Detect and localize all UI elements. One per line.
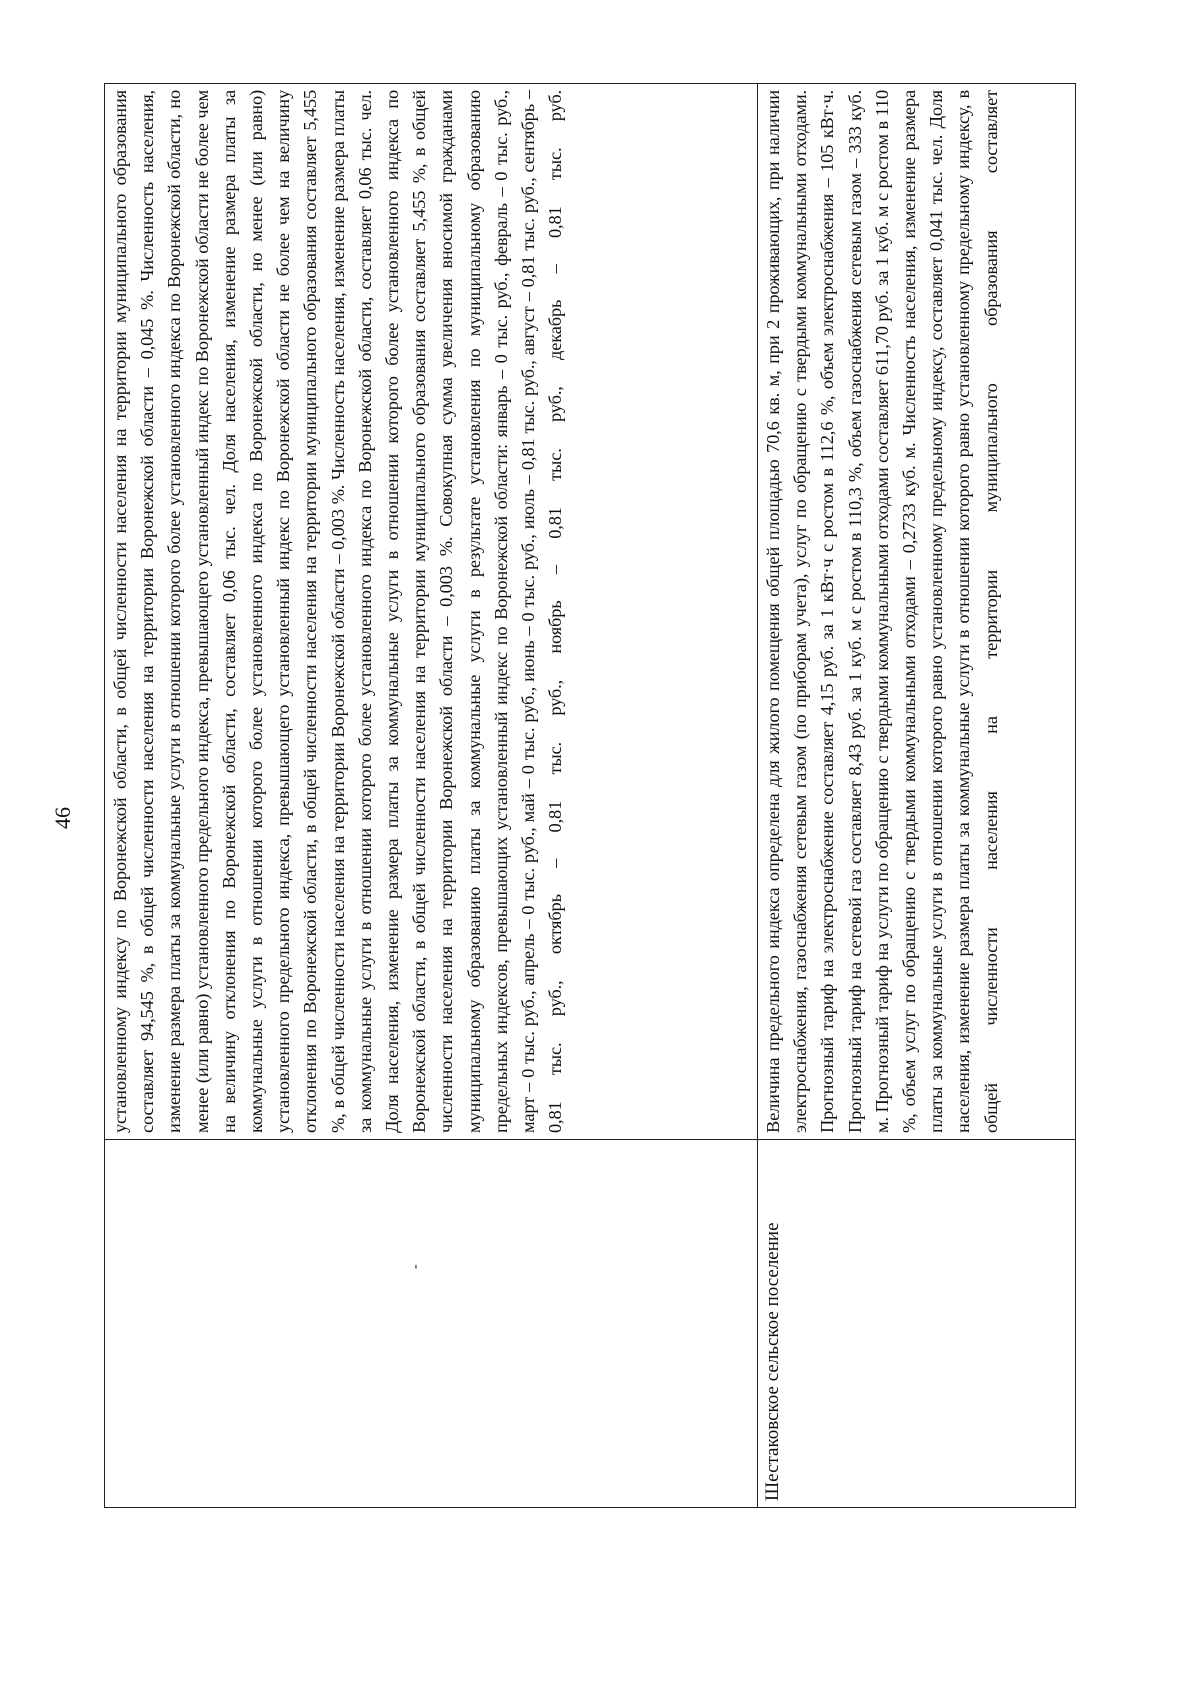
table-row bbox=[758, 84, 1076, 1508]
municipality-name: Шестаковское сельское поселение bbox=[762, 1222, 783, 1501]
page-number: 46 bbox=[50, 807, 75, 829]
table-cell-description bbox=[758, 84, 1076, 1140]
table-cell-municipality bbox=[105, 1140, 758, 1508]
table-cell-description bbox=[105, 84, 758, 1140]
stray-mark: - bbox=[408, 1264, 423, 1269]
table-row bbox=[105, 84, 758, 1508]
rotated-page-content bbox=[104, 83, 1076, 1508]
data-table bbox=[104, 83, 1076, 1508]
description-text: Величина предельного индекса определена для жилого помещения общей площадью 70,6 кв. м, при 2 проживающих, при наличии электроснабжения, газоснабжения сетевым газом (по приборам учета), услуг по обращению с твердыми коммунальными отходами. Прогнозный тариф на электроснабжение составляет 4,15 руб. за 1 кВт·ч с ростом в 112,6 %, объем электроснабжения – 105 кВт·ч. Прогнозный тариф на сетевой газ составляет 8,43 руб. за 1 куб. м с ростом в 110,3 %, объем газоснабжения сетевым газом – 333 куб. м. Прогнозный тариф на услуги по обращению с твердыми коммунальными отходами составляет 611,70 руб. за 1 куб. м с ростом в 110 %, объем услуг по обращению с твердыми коммунальными отходами – 0,2733 куб. м. Численность населения, изменение размера платы за коммунальные услуги в отношении которого равно установленному предельному индексу, составляет 0,041 тыс. чел. Доля населения, изменение размера платы за коммунальные услуги в отношении которого равно установленному предельному индексу, в общей численности населения на территории муниципального образования составляет bbox=[763, 90, 1001, 1133]
description-text: установленному индексу по Воронежской области, в общей численности населения на территории муниципального образования составляет 94,545 %, в общей численности населения на территории Воронежской области – 0,045 %. Численность населения, изменение размера платы за коммунальные услуги в отношении которого более установленного индекса по Воронежской области, но менее (или равно) установленного предельного индекса, превышающего установленный индекс по Воронежской области не более чем на величину отклонения по Воронежской области, составляет 0,06 тыс. чел. Доля населения, изменение размера платы за коммунальные услуги в отношении которого более установленного индекса по Воронежской области, но менее (или равно) установленного предельного индекса, превышающего установленный индекс по Воронежской области не более чем на величину отклонения по Воронежской области, в общей численности населения на территории муниципального образования составляет 5,455 %, в общей численности населения на территории Воронежской области – 0,003 %. Численность населения, изменение размера платы за коммунальные услуги в отношении которого более установленного индекса по Воронежской области, составляет 0,06 тыс. чел. Доля населения, изменение размера платы за коммунальные услуги в отношении которого более установленного индекса по Воронежской области, в общей численности населения на территории муниципального образования составляет 5,455 %, в общей численности населения на территории Воронежской области – 0,003 %. Совокупная сумма увеличения вносимой гражданами муниципальному образованию платы за коммунальные услуги в результате установления по муниципальному образованию предельных индексов, превышающих установленный индекс по Воронежской области: январь – 0 тыс. руб., февраль – 0 тыс. руб., март – 0 тыс. руб., апрель – 0 тыс. руб., май – 0 тыс. руб., июнь – 0 тыс. руб., июль – 0,81 тыс. руб., август – 0,81 тыс. руб., сентябрь – 0,81 тыс. руб., октябрь – 0,81 тыс. руб., ноябрь – 0,81 тыс. руб., декабрь – 0,81 тыс. руб. bbox=[110, 90, 566, 1133]
table-cell-municipality bbox=[758, 1140, 1076, 1508]
